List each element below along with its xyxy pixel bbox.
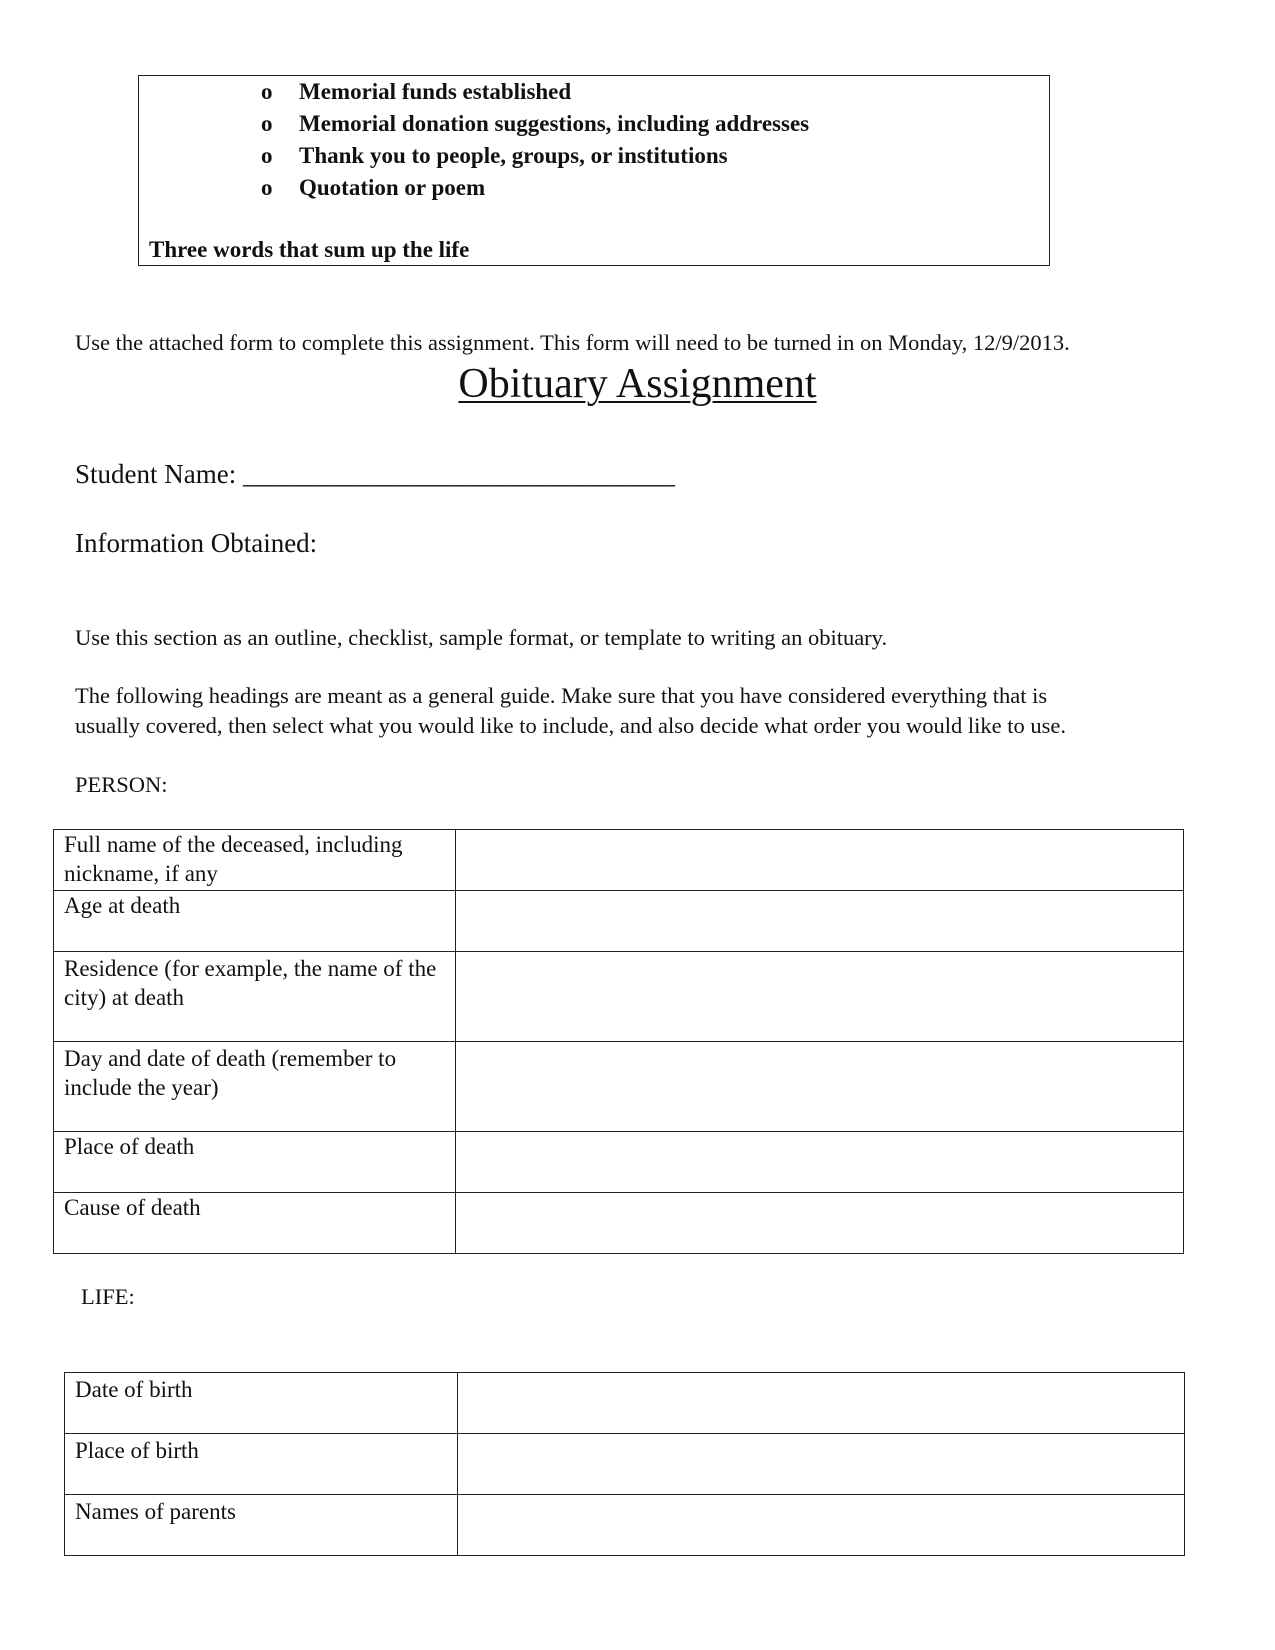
person-table: [53, 829, 1184, 1254]
table-row: [54, 1193, 1184, 1254]
guide-text-line-1: The following headings are meant as a general guide. Make sure that you have considered everything that is: [75, 683, 1048, 708]
guide-text-line-2: usually covered, then select what you would like to include, and also decide what order you would like to use.: [75, 713, 1066, 738]
bullet-item: [261, 174, 485, 202]
bullet-text: Memorial donation suggestions, including addresses: [299, 111, 810, 136]
row-label: Day and date of death (remember to include the year): [54, 1042, 456, 1132]
section-note: Use this section as an outline, checklist, sample format, or template to writing an obituary.: [75, 625, 888, 650]
table-row: [54, 830, 1184, 891]
row-label: Date of birth: [65, 1373, 458, 1434]
row-label: Residence (for example, the name of the city) at death: [54, 952, 456, 1042]
answer-cell[interactable]: [456, 1193, 1184, 1254]
row-label: Cause of death: [54, 1193, 456, 1254]
answer-cell[interactable]: [458, 1373, 1185, 1434]
bullet-item: [261, 78, 571, 106]
answer-cell[interactable]: [456, 1132, 1184, 1193]
table-row: [65, 1434, 1185, 1495]
bullet-text: Memorial funds established: [299, 79, 572, 104]
table-row: [65, 1495, 1185, 1556]
bullet-marker: o: [261, 111, 273, 136]
person-heading: PERSON:: [75, 772, 168, 797]
bullet-marker: o: [261, 175, 273, 200]
table-row: [54, 891, 1184, 952]
row-label: Place of death: [54, 1132, 456, 1193]
row-label: Place of birth: [65, 1434, 458, 1495]
student-name-blank[interactable]: ________________________________: [242, 459, 675, 489]
bullet-item: [261, 110, 809, 138]
summary-line: Three words that sum up the life: [149, 237, 470, 262]
information-obtained-heading: Information Obtained:: [75, 528, 318, 558]
table-row: [65, 1373, 1185, 1434]
answer-cell[interactable]: [458, 1495, 1185, 1556]
bullet-text: Quotation or poem: [299, 175, 486, 200]
bullet-marker: o: [261, 79, 273, 104]
row-label: Names of parents: [65, 1495, 458, 1556]
answer-cell[interactable]: [456, 1042, 1184, 1132]
answer-cell[interactable]: [456, 891, 1184, 952]
student-name-label: Student Name:: [75, 459, 237, 489]
answer-cell[interactable]: [456, 830, 1184, 891]
student-name-line: [75, 458, 675, 490]
answer-cell[interactable]: [458, 1434, 1185, 1495]
bullet-text: Thank you to people, groups, or institutions: [299, 143, 728, 168]
answer-cell[interactable]: [456, 952, 1184, 1042]
bullet-marker: o: [261, 143, 273, 168]
table-row: [54, 952, 1184, 1042]
checklist-box: [138, 75, 1050, 266]
life-table: [64, 1372, 1185, 1556]
row-label: Full name of the deceased, including nickname, if any: [54, 830, 456, 891]
row-label: Age at death: [54, 891, 456, 952]
table-row: [54, 1042, 1184, 1132]
bullet-item: [261, 142, 728, 170]
assignment-instruction: Use the attached form to complete this assignment. This form will need to be turned in on Monday, 12/9/2013.: [75, 330, 1070, 355]
life-heading: LIFE:: [81, 1284, 135, 1309]
page-title: Obituary Assignment: [458, 361, 817, 407]
table-row: [54, 1132, 1184, 1193]
